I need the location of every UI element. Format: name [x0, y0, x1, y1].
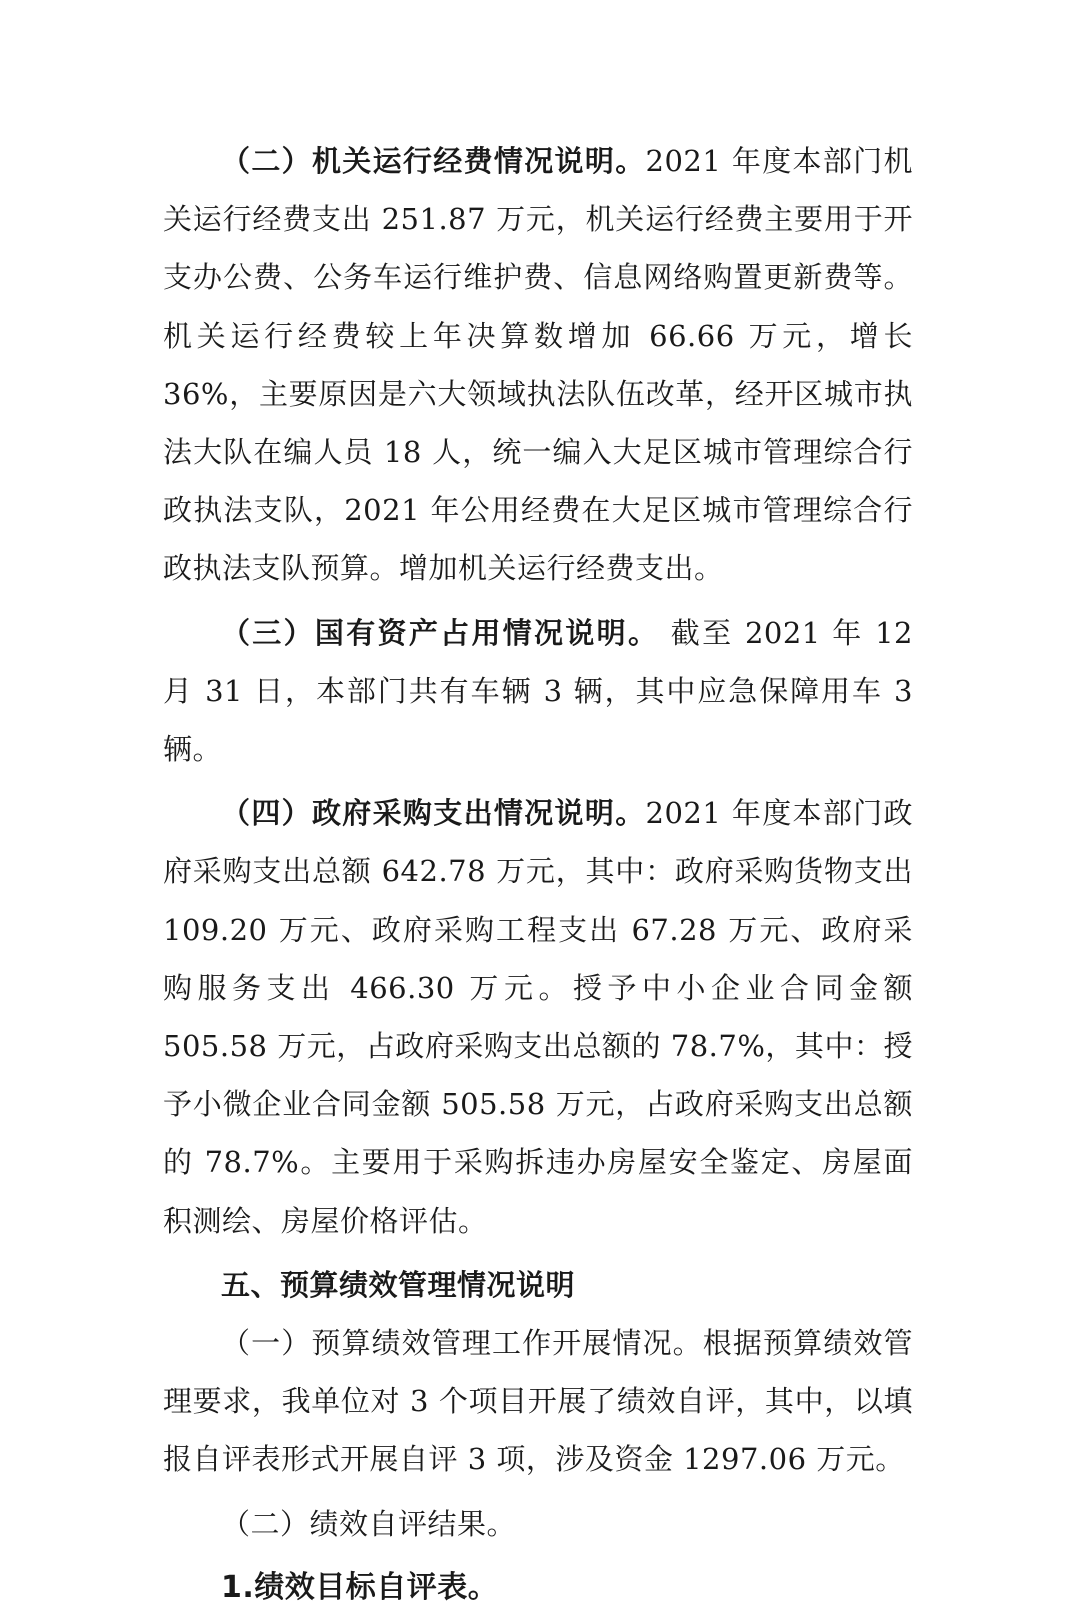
paragraph-lead: （三）国有资产占用情况说明。 [221, 615, 660, 650]
paragraph-performance-work [163, 1314, 913, 1489]
section-heading-5: 五、预算绩效管理情况说明 [221, 1267, 576, 1302]
paragraph-operating-expenses [163, 132, 913, 598]
paragraph-body: 截至 2021 年 12 月 31 日，本部门共有车辆 3 辆，其中应急保障用车 3 辆。 [163, 615, 913, 767]
paragraph-lead: （四）政府采购支出情况说明。 [221, 796, 646, 831]
paragraph-body: 2021 年度本部门机关运行经费支出 251.87 万元，机关运行经费主要用于开支办公费、公务车运行维护费、信息网络购置更新费等。机关运行经费较上年决算数增加 66.66 万元，增长 36%，主要原因是六大领域执法队伍改革，经开区城市执法大队在编人员 18 人，统一编入大足区城市管理综合行政执法支队，2021 年公用经费在大足区城市管理综合行政执法支队预算。增加机关运行经费支出。 [163, 144, 913, 586]
paragraph-lead: （一）预算绩效管理工作开展情况。 [221, 1326, 703, 1361]
paragraph-lead: （二）机关运行经费情况说明。 [221, 144, 646, 178]
subheading-self-evaluation-table: 1.绩效目标自评表。 [221, 1569, 499, 1605]
paragraph-body: 根据预算绩效管理要求，我单位对 3 个项目开展了绩效自评，其中，以填报自评表形式开展自评 3 项，涉及资金 1297.06 万元。 [163, 1326, 913, 1477]
paragraph-state-assets [163, 604, 913, 779]
paragraph-procurement [163, 784, 913, 1250]
paragraph-self-evaluation-results: （二）绩效自评结果。 [221, 1506, 517, 1541]
paragraph-body: 2021 年度本部门政府采购支出总额 642.78 万元，其中：政府采购货物支出 109.20 万元、政府采购工程支出 67.28 万元、政府采购服务支出 466.30 万元。授予中小企业合同金额 505.58 万元，占政府采购支出总额的 78.7%，其中：授予小微企业合同金额 505.58 万元，占政府采购支出总额的 78.7%。主要用于采购拆违办房屋安全鉴定、房屋面积测绘、房屋价格评估。 [163, 796, 913, 1238]
document-page [163, 132, 913, 1617]
